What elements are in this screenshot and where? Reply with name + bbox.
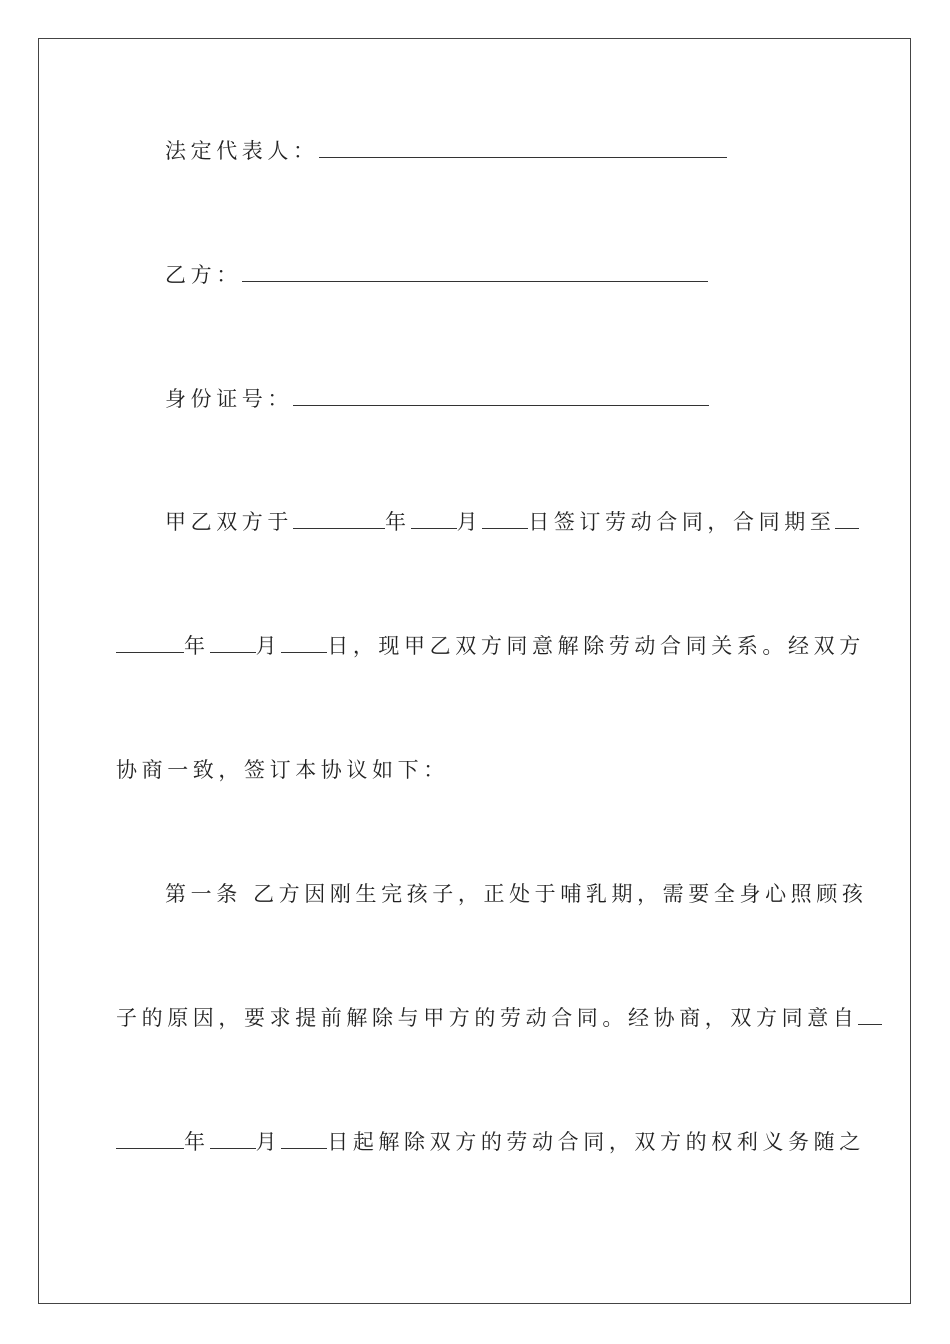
legal-rep-line bbox=[165, 136, 727, 166]
termination-year-blank-start[interactable] bbox=[858, 1004, 882, 1025]
term-end-year-blank-start[interactable] bbox=[835, 508, 859, 529]
article1-text-l1: 第一条 乙方因刚生完孩子，正处于哺乳期，需要全身心照顾孩 bbox=[165, 882, 868, 906]
id-number-line bbox=[165, 384, 709, 414]
page-frame bbox=[38, 38, 911, 1304]
term-end-day-blank[interactable] bbox=[281, 632, 327, 653]
id-number-label: 身份证号： bbox=[165, 387, 293, 411]
article1-text-l3c: 日起解除双方的劳动合同，双方的权利义务随之 bbox=[327, 1130, 865, 1154]
sign-day-blank[interactable] bbox=[482, 508, 528, 529]
article1-line3 bbox=[116, 1127, 865, 1157]
article1-text-l2: 子的原因，要求提前解除与甲方的劳动合同。经协商，双方同意自 bbox=[116, 1006, 859, 1030]
party-b-blank[interactable] bbox=[242, 261, 708, 282]
article1-month-text: 月 bbox=[255, 1130, 282, 1154]
id-number-blank[interactable] bbox=[293, 385, 709, 406]
para1-year2-text: 年 bbox=[184, 634, 210, 658]
article1-line1 bbox=[165, 879, 867, 909]
para1-month-text: 月 bbox=[456, 510, 483, 534]
termination-year-blank[interactable] bbox=[116, 1128, 184, 1149]
para1-text-d: 日签订劳动合同，合同期至 bbox=[528, 510, 836, 534]
party-b-label: 乙方： bbox=[165, 263, 242, 287]
legal-rep-blank[interactable] bbox=[319, 137, 727, 158]
term-end-year-blank[interactable] bbox=[116, 632, 184, 653]
legal-rep-label: 法定代表人： bbox=[165, 139, 319, 163]
para1-text-l2c: 日，现甲乙双方同意解除劳动合同关系。经双方 bbox=[327, 634, 865, 658]
para1-line1 bbox=[165, 507, 859, 537]
para1-month2-text: 月 bbox=[255, 634, 282, 658]
article1-year-text: 年 bbox=[184, 1130, 210, 1154]
party-b-line bbox=[165, 260, 708, 290]
article1-line2 bbox=[116, 1003, 882, 1033]
sign-month-blank[interactable] bbox=[411, 508, 457, 529]
para1-line3 bbox=[116, 755, 449, 785]
para1-text-a: 甲乙双方于 bbox=[165, 510, 293, 534]
term-end-month-blank[interactable] bbox=[210, 632, 256, 653]
sign-year-blank[interactable] bbox=[293, 508, 385, 529]
para1-text-l3: 协商一致，签订本协议如下： bbox=[116, 758, 449, 782]
para1-line2 bbox=[116, 631, 865, 661]
para1-year-text: 年 bbox=[385, 510, 411, 534]
termination-month-blank[interactable] bbox=[210, 1128, 256, 1149]
termination-day-blank[interactable] bbox=[281, 1128, 327, 1149]
